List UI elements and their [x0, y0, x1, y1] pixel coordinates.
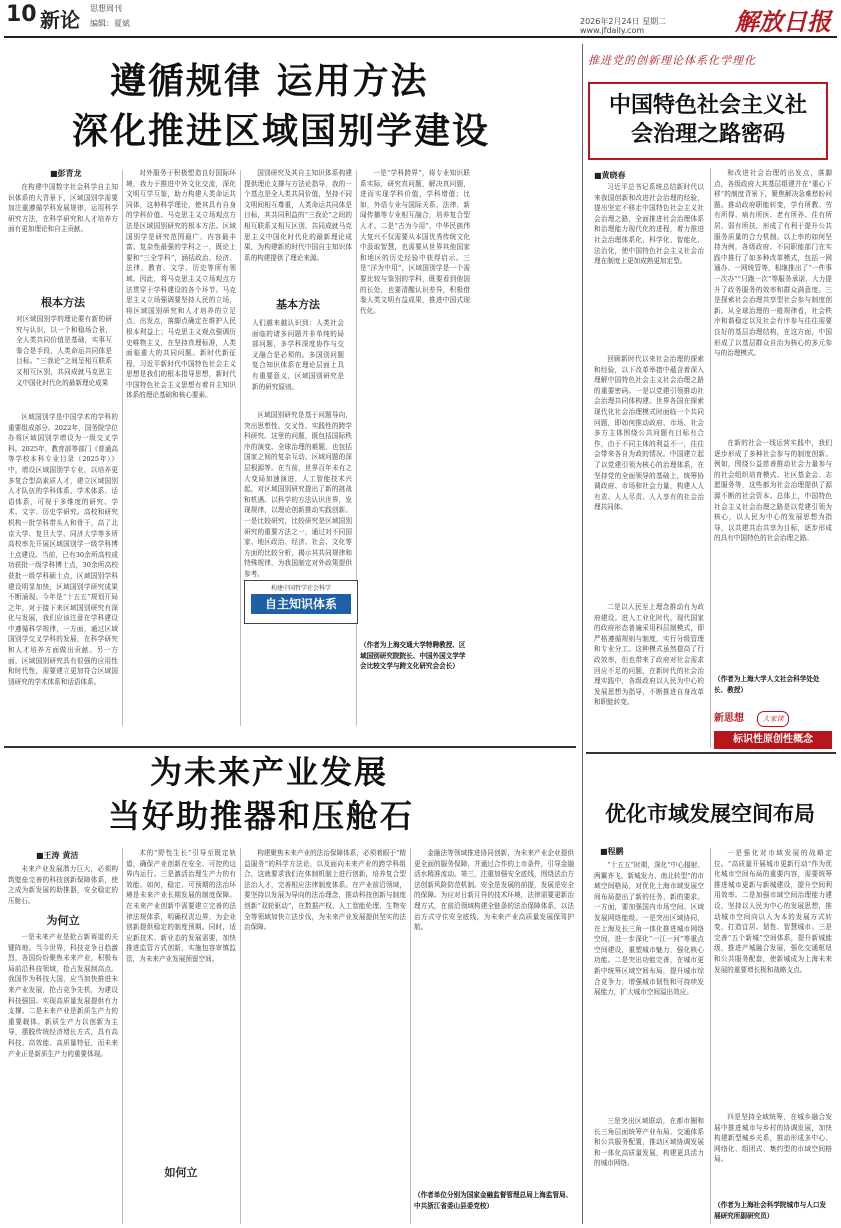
column-divider — [710, 848, 711, 1224]
tag-circle: 大家谈 — [757, 711, 789, 727]
article4-colB-body2: 四是坚持全域统筹，在城乡融合发展中推进城市与乡村的协调发展，加快构建新型城乡关系，推动形成多中心、网络化、组团式、集约型的市域空间格局。 — [714, 1113, 832, 1164]
article1-section2-title: 基本方法 — [276, 298, 320, 311]
article1-col5-body: 一是“学科跨界”，将专业知识联系实际，研究真问题，解决真问题，进而实现学科价值，学科增值；比如，外语专业与国际关系、法律、新闻传播等专业相互融合，培养复合型人才。二是“古为今用”，中华民族伟大复兴不仅需要从本国优秀传统文化中汲取智慧，也需要从世界其他国家和地区的历史经验中获得启示。三是“洋为中用”，区域国别学是一个需要比较与鉴别的学科，既要看到他国的长处，也要清醒认识差异，积极借鉴人类文明有益成果，推进中国式现代化。 — [360, 169, 470, 315]
column-divider — [122, 170, 123, 726]
theory-banner: 推进党的创新理论体系化学理化 — [588, 54, 756, 67]
article2-headline-box — [588, 82, 828, 160]
article1-author: ■彭青龙 — [50, 169, 82, 178]
tag-new-idea: 新思想 — [714, 713, 744, 724]
editor-line: 编辑：夏斌 — [90, 19, 130, 28]
article3-col4-body: 金融法等领域推进协同创新，为未来产业企业提供更全面的服务保障，并通过合作的上市条件，引导金融活水精准流动。第三，注重加强安全底线，围绕法治方法创新风险防范机制。安全是发展的前提，发展是安全的保障。为应对日新月异的技术环境，法律需要更新治理方式，在前沿领域构建全链条的法治保障体系，以法治方式守住安全底线，为未来产业高质量发展保驾护航。 — [414, 849, 574, 932]
article3-col1-body: 一是未来产业是抢占新赛道的关键阵地。当今世界，科技竞争日趋激烈，各国纷纷聚焦未来产业，积极布局前沿科技领域，抢占发展制高点。我国作为科技大国，应当加快推进未来产业发展，抢占竞争先机，为建设科技强国、实现高质量发展提供有力支撑。二是未来产业是新质生产力的重要载体。新质生产力以创新为主导，摆脱传统经济增长方式，具有高科技、高效能、高质量特征，而未来产业正是新质生产力的重要体现。 — [8, 933, 118, 1058]
column-divider — [240, 170, 241, 726]
article3-how-title: 如何立 — [164, 1166, 198, 1179]
website[interactable]: www.jfdaily.com — [580, 26, 645, 35]
article2-colB-body: 和改进社会治理的出发点，落脚点，各级政府大其基层组建并在“重心下移”的制度背景下，聚焦解决急难愁盼问题。推动政府职能转变，学有所教、劳有所得、病有所医、老有所养、住有所居、弱有所扶，形成了有利于提升公共服务质量的合力机制。以上率的如何坚持为例，各级政府、不同职能部门在实践中推行了如多种改革模式，包括一网通办、一网统管等，相继推出了“一件事一次办”“只跑一次”等服务承诺，大力提升了政务服务的效率和群众满意度。三是探索社会治理共享型社会参与制度创新。从全球治理的一般规律看，社会秩序和谐稳定以及社会有序参与往往需要良好的基层治理结构，在这方面，中国形成了以基层群众自治为核心的多元参与的治理模式。 — [714, 169, 832, 358]
page-column-divider — [582, 44, 583, 1224]
article3-col2-body: 术的“野性生长”引导至既定轨道，确保产业创新在安全、可控的边界内运行。三是激活治理生产力的有效能。如何，稳定、可预期的法治环境是未来产业长期发展的制度保障。在未来产业创新中需要建立完善的法律法规体系，明确权责边界，为企业创新提供稳定的制度预期。同时，适应新技术、新业态的发展需要，加快推进监管方式创新，实施包容审慎监管，为未来产业发展预留空间。 — [126, 849, 236, 963]
column-divider — [122, 848, 123, 1224]
article1-pull-quote2: 人们越来越认识到：人类社会面临的诸多问题并非单纯的局部问题，多学科深度协作与交叉融合是必须的。多国别问题复合知识体系在理论层面上具有重要意义，区域国别研究是新的研究原则。 — [252, 319, 344, 391]
article1-col1-body: 区域国别学是中国学术的学科的重要组成部分。2022年，国务院学位办将区域国别学增设为一级交叉学科。2025年，教育部等部门《普通高等学校本科专业目录（2025年）》中，增设区域国别学专业，以培养更多复合型高素质人才，建立区域国别人才队伍的学科体系、学术体系、话语体系，可视于多维度的研究、学术、文字、历史学研究。高校和研究机构一批学科带头人和骨干，高了北京大学、复旦大学、同济大学等多所高校率先开展区域国别学一级学科博士点建设。当前，已有30余所高校成功获批一级学科博士点，30余所高校获批一级学科硕士点，区域国别学科建设明显加快，区域国别学研究成果不断涌现。今年是“十五五”规划开局之年，对于接下来区域国别研究有深化与发展，我们应该注意在学科建设中遵循科学规律，一方面，通过区域国别学交叉学科的发展，在科学研究和人才培养方面做出贡献。另一方面，区域国别研究具有很强的应用性和时代性，需要建立更加符合区域国别研究的学术体系和话语体系。 — [8, 413, 118, 686]
column-divider — [240, 848, 241, 1224]
article2-colB-body2: 在新的社会一线运营实践中，我们逐步形成了多种社会参与的制度创新。例如，围绕公益慈善推动社会力量参与的社会组织培育模式、社区基金会、志愿服务等，这些都为社会治理提供了源源不断的社会资本。总体上，中国特色社会主义社会治理之路是以党建引领为核心，以人民为中心的发展思想为指导，以共建共治共享为目标，逐步形成的具有中国特色的社会治理之路。 — [714, 439, 832, 543]
article4-author-note: （作者为上海社会科学院城市与人口发展研究所副研究员） — [714, 1201, 827, 1220]
article3-section-title: 为何立 — [46, 914, 80, 927]
knowledge-box-main: 自主知识体系 — [251, 594, 351, 614]
article1-section1-title: 根本方法 — [41, 296, 85, 309]
article1-headline-line2: 深化推进区域国别学建设 — [72, 111, 491, 152]
article4-colA-body2: 三是突出区域联动，在都市圈和长三角层面统筹产业布局、交通体系和公共服务配置，推动区域协调发展和一体化高质量发展，构建更具活力的城市网络。 — [594, 1117, 704, 1168]
article1-col4-body: 区域国别研究是基于问题导向，突出思想性、交叉性、实践性的跨学科研究。这里的问题，既包括国际秩序的演变、全球治理的难题，也包括国家之间的复杂互动、区域问题的深层根源等。在当前，世界百年未有之大变局加速演进，人工智能技术兴起，对区域国别研究提出了新的挑战和机遇。以科学的方法认识世界，发现规律，以理论创新推动实践创新。一是比较研究，比较研究是区域国别研究的重要方法之一，通过对不同国家、地区政治、经济、社会、文化等方面的比较分析，揭示其共同规律和特殊规律，为我国制定对外政策提供参考。 — [244, 411, 352, 578]
article1-col3-body: 国别研究及其自主知识体系构建提供理论支撑与方法论指导，我的一个基点是全人类共同价值，坚持不同文明间相互尊重，人类命运共同体是目标，其共同利益的“三我论”之间的相互联系又相互区别，共同成就马克思主义中国化时代化的最新理论成果，为构建新的时代中国自主知识体系的构建提供了理论来源。 — [244, 169, 352, 262]
article3-headline-line1: 为未来产业发展 — [150, 753, 389, 791]
article2-colA-body2: 二是以人民至上理念推动有为政府建设。进入工业化时代，现代国家的政府形态普遍采用科层制模式，即严格遵循规则与制度，实行分级管理和专业分工。这种模式虽然提高了行政效率，但也带来了政府对社会需求回应不足的问题，在新时代的社会治理实践中，各级政府以人民为中心的发展思想为指导，不断推进自身改革和职能转变。 — [594, 603, 704, 707]
article1-lead: 在构建中国数字社会科学自主知识体系的大背景下，区域国别学需要加注重遵循学科发展规律，运用科学研究方法，在科学研究和人才培养方面有更加理论和自主贡献。 — [8, 183, 118, 234]
newspaper-logo: 解放日报 — [735, 7, 831, 36]
article1-author-note: （作者为上海交通大学特聘教授、区域国别研究院院长、中国外国文学学会比较文学与跨文化研究会会长） — [360, 641, 466, 671]
article3-headline-line2: 当好助推器和压舱石 — [108, 797, 415, 835]
column-divider — [710, 168, 711, 748]
section-line: 思想周刊 — [90, 4, 122, 13]
article3-author: ■王涛 黄洁 — [36, 851, 79, 860]
article3-author-note: （作者单位分别为国家金融监督管理总局上海监管局、中共浙江省委山县委党校） — [414, 1191, 573, 1210]
article1-col2-body: 对外服务于积极塑造良好国际环境，我力于推进中外文化交流，深化文明互学互鉴，助力构建人类命运共同体，这种科学理论，使其具有自身的学科价值。马克思主义立场观点方法是区域国别研究的根本方法。区域国别学是研究范围最广、内容最丰富、复杂性最强的学科之一，既论上要和“三全学科”，涵括政治、经济、法律、教育、文学、历史等所有领域。因此，将马克思主义立场观点方法贯穿于学科建设的各个环节。马克思主义立场强调要坚持人民的立场，将区域国别研究和人才培养的立足点，出发点，落脚点确定在维护人民根本利益上；马克思主义观点强调历史唯物主义，在坚持真理标准，人类面临重大的共同问题。新时代新征程，习近平新时代中国特色社会主义思想是我们的根本指导思想，新时代中国特色社会主义思想有着自主知识体系的理论基础和核心要素。 — [126, 169, 236, 400]
article2-headline: 中国特色社会主义社会治理之路密码 — [608, 93, 807, 147]
section-title: 新论 — [40, 8, 80, 32]
masthead-rule — [4, 36, 837, 38]
knowledge-box-top: 构建中国哲学社会科学 — [270, 585, 331, 592]
article2-author-note: （作者为上海大学人文社会科学处处长、教授） — [714, 675, 820, 694]
column-divider — [356, 170, 357, 726]
article4-colA-body: “十五五”时期，深化“中心辐射、两翼齐飞、新城发力、南北转型”的市域空间格局，对优化上海市域发展空间布局提出了新的任务、新的要求。一方面，要加强国内市场空间、区域发展网络能级。一是突出区域协同，在上海及长三角一体化推进城市网络空间，进一步深化“一江一河”等重点空间建设，重塑城市魅力，强化核心功能。二是突出功能完善，在城市更新中统筹区域空间布局，提升城市综合竞争力，增强城市韧性和可持续发展能力，扩大城市空间溢出效应。 — [594, 861, 704, 997]
date-line: 2026年2月24日 星期二 — [580, 17, 667, 26]
section-divider — [586, 752, 836, 754]
section-divider — [4, 746, 576, 748]
article2-colA-body: 回顾新时代以来社会治理的探索和经验，以下改革举措中蕴含着深入理解中国特色社会主义社会治理之路的重要密码。一是以党建引领推动社会治理共同体构建。世界各国在探索现代化社会治理模式时面临一个共同问题，即如何推动政府、市场、社会多方主体围绕公共问题有目标有合作，由于不同主体的利益不一，往往会带来各自为政的情况。中国建立起了以党建引领为核心的治理体系，在坚持党的全面领导的基础上，统筹协调政府、市场和社会力量，构建人人有责、人人尽责、人人享有的社会治理共同体。 — [594, 355, 704, 512]
article1-pull-quote: 对区域国别学的理论要有新的研究与认识，以一个和稳场合景，全人类共同价值是基础，实事互鉴合是手段，人类命运共同体是目标。“三我论”之间呈相互联系又相互区别，共同成就马克思主义中国化时代化的最新理论成果 — [16, 315, 112, 387]
article4-colB-body: 一是强化对市域发展的战略定位。“高质量开展城市更新行动”作为优化城市空间布局的重要内容，需要统筹推进城市更新与新城建设，提升空间利用效率。二是加强市域空间治理能力建设，坚持以人民为中心的发展思想，推动城市空间向以人为本的发展方式转变，打造宜居、韧性、智慧城市。三是完善“五个新城”空间体系，提升新城能级，推进产城融合发展，强化交通枢纽和公共服务配套，使新城成为上海未来发展的重要增长极和战略支点。 — [714, 849, 832, 974]
tag-bar: 标识性原创性概念 — [714, 731, 832, 749]
article4-headline: 优化市域发展空间布局 — [605, 802, 815, 826]
knowledge-system-box — [244, 580, 358, 624]
article1-headline-line1: 遵循规律 运用方法 — [110, 61, 429, 102]
article3-col3-body: 构建聚焦未来产业的法治保障体系，必须着眼于“精益服务”的科学方法论，以及面向未来产业的跨学科组合，这就要求我们在体制机制上进行创新，培养复合型法治人才，完善相应法律制度体系。在产业前沿领域，要坚持以发展为导向的法治理念，推动科技创新与制度创新“双轮驱动”，在数据产权、人工智能伦理、生物安全等领域加快立法步伐，为未来产业发展提供坚实的法治保障。 — [244, 849, 406, 932]
article3-intro: 未来产业发展潜力巨大，必须构筑壁垒完善的科技创新保障体系，使之成为新发展的助推器，安全稳定的压舱石。 — [8, 865, 118, 905]
column-divider — [410, 848, 411, 1224]
concept-tag-block — [714, 706, 832, 746]
article4-author: ■程鹏 — [600, 847, 624, 856]
article2-author: ■黄晓春 — [594, 171, 626, 180]
article2-intro: 习近平总书记系统总结新时代以来我国创新和改进社会治理的经验，提出坚定不移走中国特色社会主义社会治理之路，全面推进社会治理体系和治理能力现代化的进程，着力推进社会治理体系化、科学化、智能化、法治化，使中国特色社会主义社会治理在制度上更加成熟更加定型。 — [594, 183, 704, 266]
page-number: 10 — [6, 2, 37, 27]
